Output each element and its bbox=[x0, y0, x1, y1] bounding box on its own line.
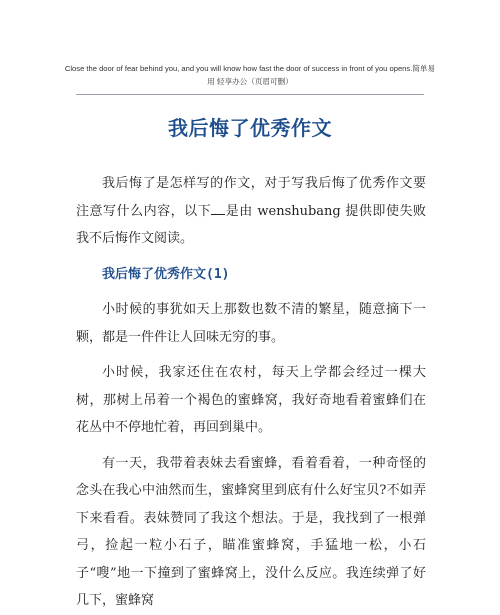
intro-text-end: 是由 wenshubang 提供即使失败我不后悔作文阅读。 bbox=[76, 203, 426, 246]
intro-paragraph bbox=[76, 170, 426, 253]
body-paragraph-2: 小时候，我家还住在农村，每天上学都会经过一棵大树，那树上吊着一个褐色的蜜蜂窝，我好奇地看着蜜蜂们在花丛中不停地忙着，再回到巢中。 bbox=[76, 365, 426, 435]
blank-underline bbox=[211, 203, 225, 215]
body-paragraph-3: 有一天，我带着表妹去看蜜蜂，看着看着，一种奇怪的念头在我心中油然而生，蜜蜂窝里到底有什么好宝贝?不如弄下来看看。表妹赞同了我这个想法。于是，我找到了一根弹弓，捡起一粒小石子，瞄准蜜蜂窝，手猛地一松，小石子“嗖”地一下撞到了蜜蜂窝上，没什么反应。我连续弹了好几下，蜜蜂窝 bbox=[76, 455, 426, 608]
page-header bbox=[60, 62, 440, 88]
document-title: 我后悔了优秀作文 bbox=[168, 116, 332, 140]
header-note: 用 轻享办公（页眉可删） bbox=[207, 77, 293, 86]
section-heading: 我后悔了优秀作文(1) bbox=[102, 266, 230, 282]
document-body bbox=[76, 170, 426, 615]
header-quote: Close the door of fear behind you, and you will know how fast the door of success in front of you opens.简单易 bbox=[64, 64, 436, 73]
header-divider bbox=[76, 94, 424, 95]
intro-text-start: 我后悔了是怎样写的作文，对于写我后悔了优秀作文要注意写什么内容，以下 bbox=[76, 176, 426, 219]
body-paragraph-1: 小时候的事犹如天上那数也数不清的繁星，随意摘下一颗，都是一件件让人回味无穷的事。 bbox=[76, 302, 426, 345]
